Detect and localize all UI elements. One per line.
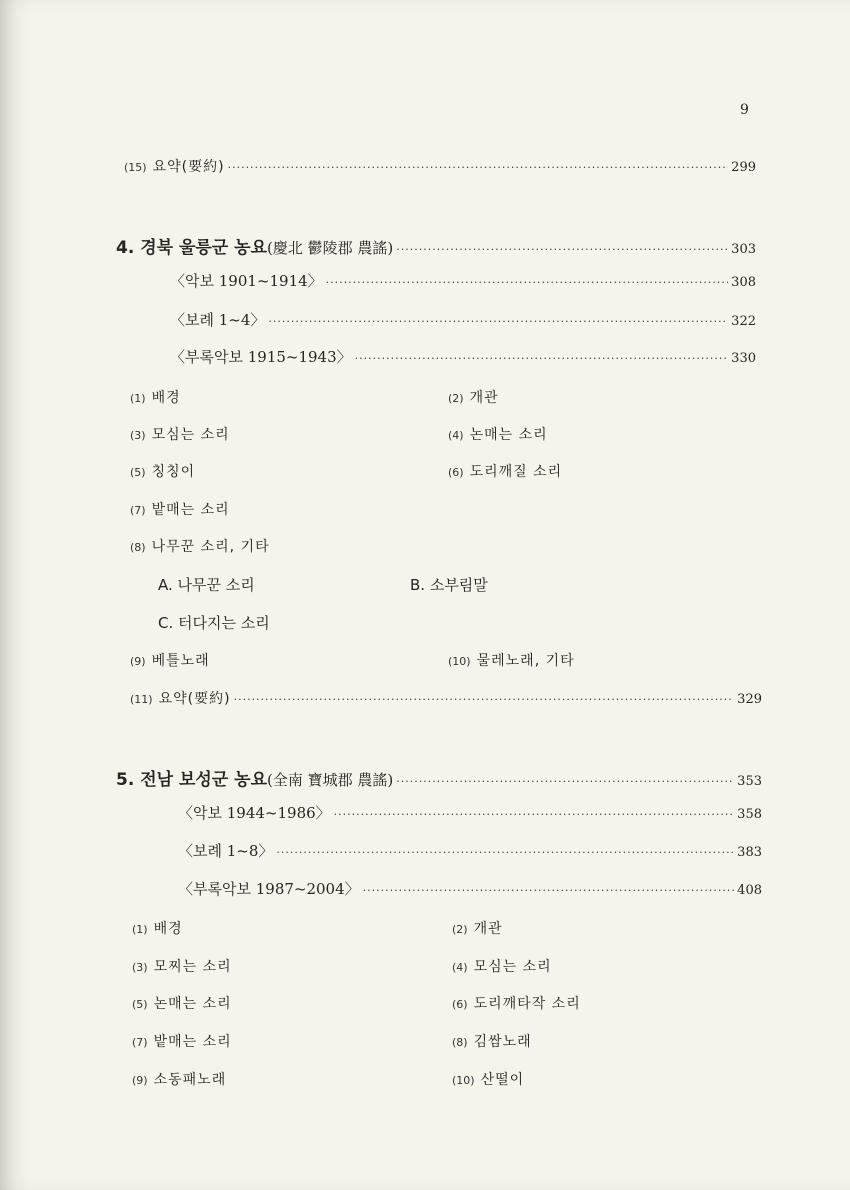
list-item (448, 650, 575, 670)
appendix-entry (178, 878, 762, 899)
page-number: 9 (740, 102, 749, 118)
appendix-entry (178, 802, 762, 823)
item-number: (2) (452, 923, 468, 936)
dot-leader (396, 775, 734, 788)
item-number: (10) (452, 1074, 475, 1087)
entry-page: 329 (737, 692, 762, 707)
list-item (132, 918, 183, 938)
item-title: 모찌는 소리 (153, 959, 232, 975)
appendix-title: 〈악보 1901~1914〉 (170, 272, 323, 290)
appendix-page: 383 (737, 845, 762, 860)
item-title: 도리깨질 소리 (469, 464, 563, 480)
sub-item: C. 터다지는 소리 (158, 614, 270, 632)
entry-page: 299 (731, 160, 756, 175)
appendix-page: 308 (731, 275, 756, 290)
item-number: (10) (448, 655, 471, 668)
dot-leader (326, 276, 729, 289)
appendix-entry (170, 346, 756, 367)
item-title: 김쌈노래 (473, 1034, 532, 1050)
item-number: (2) (448, 392, 464, 405)
item-number: (9) (132, 1074, 148, 1087)
appendix-entry (170, 270, 756, 291)
item-title: 개관 (469, 390, 499, 406)
item-number: (1) (132, 923, 148, 936)
section-heading (116, 765, 762, 790)
list-item (132, 1069, 226, 1089)
list-item (130, 424, 230, 444)
section-heading (116, 233, 756, 258)
list-item (448, 387, 499, 407)
dot-leader (355, 352, 729, 365)
item-title: 베틀노래 (151, 653, 210, 669)
item-number: (8) (130, 541, 146, 554)
list-item (132, 993, 232, 1013)
list-item (130, 536, 270, 556)
item-title: 모심는 소리 (473, 959, 552, 975)
item-title: 물레노래, 기타 (476, 653, 575, 669)
item-title: 소동패노래 (153, 1072, 227, 1088)
appendix-title: 〈악보 1944~1986〉 (178, 804, 331, 822)
list-item (130, 387, 181, 407)
sub-item: B. 소부림말 (410, 576, 488, 594)
item-number: (3) (130, 429, 146, 442)
list-item (132, 956, 232, 976)
dot-leader (334, 808, 735, 821)
item-number: (5) (132, 998, 148, 1011)
item-number: (3) (132, 961, 148, 974)
item-number: (8) (452, 1036, 468, 1049)
item-title: 개관 (473, 921, 503, 937)
section-page: 303 (731, 242, 756, 257)
section-page: 353 (737, 774, 762, 789)
item-title: 밭매는 소리 (153, 1034, 232, 1050)
appendix-page: 358 (737, 807, 762, 822)
toc-entry (124, 156, 756, 176)
section-title: 4. 경북 울릉군 농요 (116, 238, 267, 258)
dot-leader (228, 161, 729, 174)
list-item (130, 499, 230, 519)
entry-title: 요약(要約) (158, 691, 231, 707)
appendix-page: 322 (731, 314, 756, 329)
item-title: 칭칭이 (151, 464, 196, 480)
list-item (452, 1031, 532, 1051)
list-item (452, 1069, 524, 1089)
dot-leader (396, 243, 728, 256)
section-hanja: (全南 寶城郡 農謠) (267, 771, 394, 789)
item-title: 산떨이 (480, 1072, 525, 1088)
item-title: 배경 (153, 921, 183, 937)
item-title: 논매는 소리 (153, 996, 232, 1012)
item-number: (6) (448, 466, 464, 479)
item-number: (5) (130, 466, 146, 479)
item-number: (9) (130, 655, 146, 668)
item-title: 논매는 소리 (469, 427, 548, 443)
appendix-page: 408 (737, 883, 762, 898)
sub-item: A. 나무꾼 소리 (158, 576, 255, 594)
list-item (452, 993, 581, 1013)
list-item (448, 461, 562, 481)
item-number: (7) (132, 1036, 148, 1049)
appendix-title: 〈부록악보 1987~2004〉 (178, 880, 360, 898)
item-title: 모심는 소리 (151, 427, 230, 443)
item-number: (4) (448, 429, 464, 442)
item-title: 배경 (151, 390, 181, 406)
list-item (130, 461, 195, 481)
appendix-entry (170, 309, 756, 330)
entry-number: (11) (130, 693, 153, 706)
item-title: 나무꾼 소리, 기타 (151, 539, 270, 555)
item-title: 밭매는 소리 (151, 502, 230, 518)
section-hanja: (慶北 鬱陵郡 農謠) (267, 239, 394, 257)
dot-leader (363, 884, 735, 897)
appendix-title: 〈부록악보 1915~1943〉 (170, 348, 352, 366)
section-title: 5. 전남 보성군 농요 (116, 770, 267, 790)
item-number: (4) (452, 961, 468, 974)
item-number: (7) (130, 504, 146, 517)
list-item (452, 918, 503, 938)
list-item (452, 956, 552, 976)
list-item (130, 650, 210, 670)
appendix-entry (178, 840, 762, 861)
list-item (132, 1031, 232, 1051)
entry-number: (15) (124, 161, 147, 174)
entry-title: 요약(要約) (152, 159, 225, 175)
appendix-page: 330 (731, 351, 756, 366)
toc-entry (130, 688, 762, 708)
dot-leader (276, 846, 734, 859)
appendix-title: 〈보례 1~4〉 (170, 311, 266, 329)
item-title: 도리깨타작 소리 (473, 996, 581, 1012)
item-number: (1) (130, 392, 146, 405)
list-item (448, 424, 548, 444)
item-number: (6) (452, 998, 468, 1011)
dot-leader (234, 693, 735, 706)
dot-leader (268, 315, 728, 328)
appendix-title: 〈보례 1~8〉 (178, 842, 274, 860)
